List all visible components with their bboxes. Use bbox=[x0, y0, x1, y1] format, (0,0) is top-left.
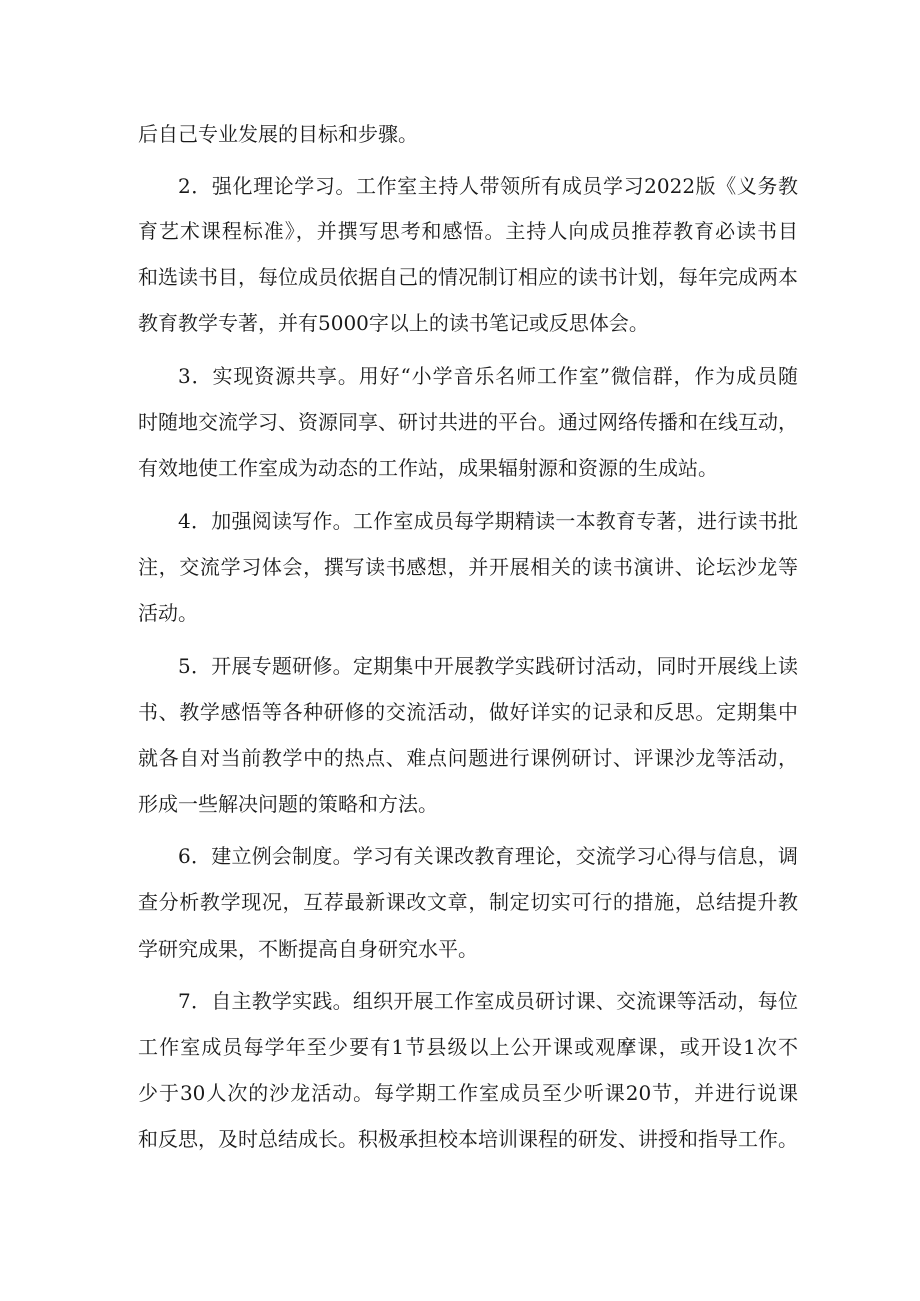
text-line: 3．实现资源共享。用好“小学音乐名师工作室”微信群，作为成员随 bbox=[178, 364, 798, 388]
text-line: 6．建立例会制度。学习有关课改教育理论，交流学习心得与信息，调 bbox=[178, 844, 798, 868]
text-line: 时随地交流学习、资源同享、研讨共进的平台。通过网络传播和在线互动， bbox=[138, 410, 798, 434]
text-line: 注，交流学习体会，撰写读书感想，并开展相关的读书演讲、论坛沙龙等 bbox=[138, 555, 798, 579]
text-line: 形成一些解决问题的策略和方法。 bbox=[138, 792, 438, 816]
text-line: 和选读书目，每位成员依据自己的情况制订相应的读书计划，每年完成两本 bbox=[138, 265, 798, 289]
text-line: 后自己专业发展的目标和步骤。 bbox=[138, 122, 418, 146]
text-line: 工作室成员每学年至少要有1节县级以上公开课或观摩课，或开设1次不 bbox=[138, 1035, 798, 1059]
text-line: 活动。 bbox=[138, 601, 198, 625]
text-line: 7．自主教学实践。组织开展工作室成员研讨课、交流课等活动，每位 bbox=[178, 989, 798, 1013]
text-line: 4．加强阅读写作。工作室成员每学期精读一本教育专著，进行读书批 bbox=[178, 509, 798, 533]
text-line: 育艺术课程标准》，并撰写思考和感悟。主持人向成员推荐教育必读书目 bbox=[138, 219, 798, 243]
text-line: 少于30人次的沙龙活动。每学期工作室成员至少听课20节，并进行说课 bbox=[138, 1081, 798, 1105]
text-line: 学研究成果，不断提高自身研究水平。 bbox=[138, 937, 478, 961]
text-line: 就各自对当前教学中的热点、难点问题进行课例研讨、评课沙龙等活动， bbox=[138, 746, 798, 770]
text-line: 教育教学专著，并有5000字以上的读书笔记或反思体会。 bbox=[138, 311, 649, 335]
text-line: 有效地使工作室成为动态的工作站，成果辐射源和资源的生成站。 bbox=[138, 456, 718, 480]
text-line: 查分析教学现况，互荐最新课改文章，制定切实可行的措施，总结提升教 bbox=[138, 890, 798, 914]
text-line: 和反思，及时总结成长。积极承担校本培训课程的研发、讲授和指导工作。 bbox=[138, 1127, 798, 1151]
text-line: 2．强化理论学习。工作室主持人带领所有成员学习2022版《义务教 bbox=[178, 174, 798, 198]
text-line: 书、教学感悟等各种研修的交流活动，做好详实的记录和反思。定期集中 bbox=[138, 700, 798, 724]
text-line: 5．开展专题研修。定期集中开展教学实践研讨活动，同时开展线上读 bbox=[178, 654, 798, 678]
